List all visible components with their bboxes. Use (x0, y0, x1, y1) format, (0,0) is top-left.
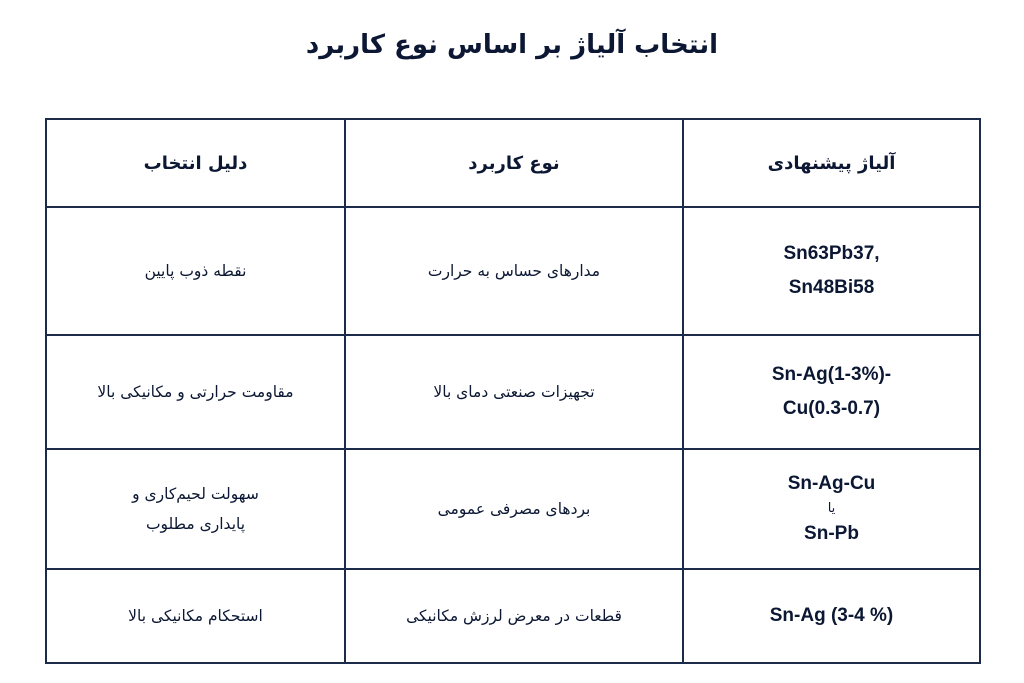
reason-line: سهولت لحیم‌کاری و (132, 485, 259, 503)
reason-line: پایداری مطلوب (145, 515, 246, 533)
application-cell: تجهیزات صنعتی دمای بالا (345, 335, 683, 449)
alloy-line: Sn-Ag-Cu (787, 473, 876, 494)
header-application: نوع کاربرد (345, 119, 683, 207)
table-row (46, 207, 980, 335)
alloy-line: Sn-Ag (3-4 %) (769, 605, 894, 626)
alloy-line: Sn-Pb (804, 523, 859, 544)
alloy-cell (683, 207, 980, 335)
alloy-or-label: یا (827, 501, 836, 516)
alloy-line: Cu(0.3-0.7) (782, 398, 881, 419)
alloy-selection-table (45, 118, 981, 664)
reason-cell: مقاومت حرارتی و مکانیکی بالا (46, 335, 345, 449)
page-title: انتخاب آلیاژ بر اساس نوع کاربرد (305, 30, 719, 60)
table-row (46, 569, 980, 663)
alloy-line: Sn48Bi58 (788, 277, 875, 298)
application-cell: بردهای مصرفی عمومی (345, 449, 683, 569)
application-cell: قطعات در معرض لرزش مکانیکی (345, 569, 683, 663)
reason-cell: نقطه ذوب پایین (46, 207, 345, 335)
alloy-line: Sn63Pb37, (783, 243, 880, 264)
table-row (46, 335, 980, 449)
reason-cell (46, 449, 345, 569)
alloy-cell (683, 335, 980, 449)
alloy-cell (683, 449, 980, 569)
application-cell: مدارهای حساس به حرارت (345, 207, 683, 335)
table-header-row (46, 119, 980, 207)
table-row (46, 449, 980, 569)
reason-cell: استحکام مکانیکی بالا (46, 569, 345, 663)
alloy-cell (683, 569, 980, 663)
alloy-line: Sn-Ag(1-3%)- (771, 364, 892, 385)
header-reason: دلیل انتخاب (46, 119, 345, 207)
header-alloy: آلیاژ پیشنهادی (683, 119, 980, 207)
